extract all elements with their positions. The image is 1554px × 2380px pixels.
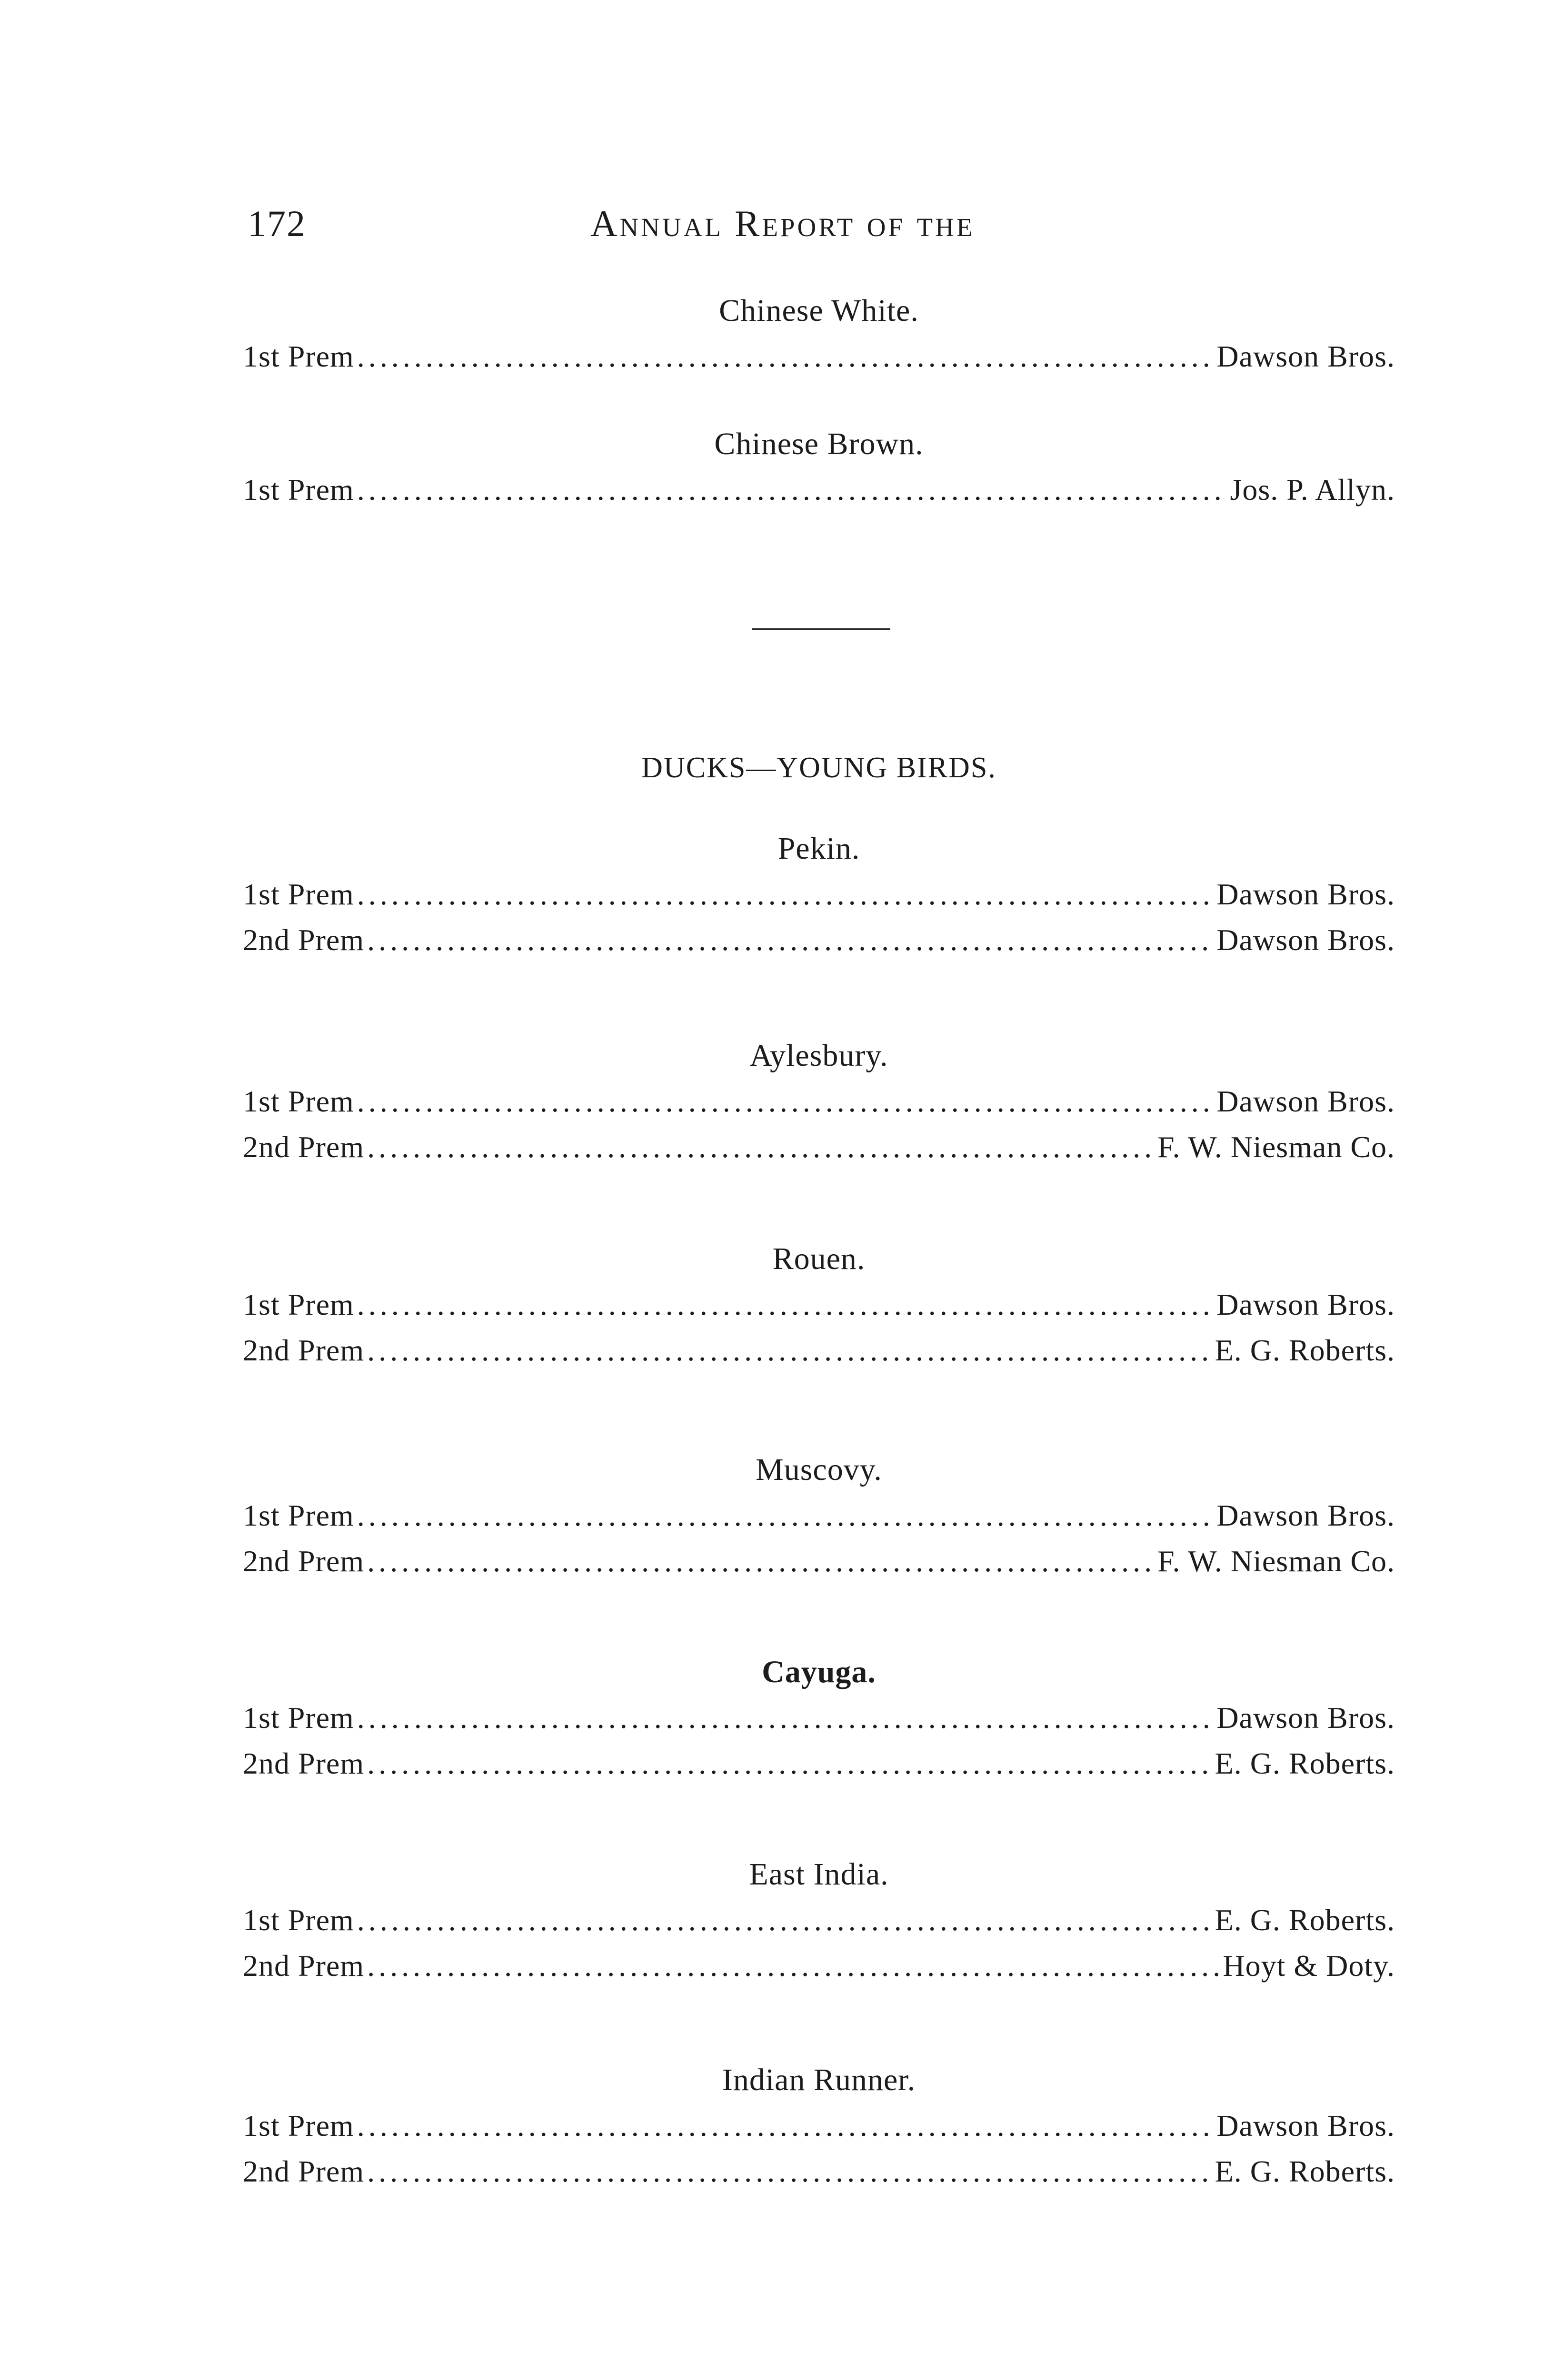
dot-leader xyxy=(367,1328,1212,1373)
dot-leader xyxy=(357,1079,1214,1124)
premium-entry xyxy=(243,1493,1395,1538)
premium-entry xyxy=(243,917,1395,963)
class-title: Chinese White. xyxy=(719,293,919,328)
winner-name: Dawson Bros. xyxy=(1216,923,1395,957)
dot-leader xyxy=(357,872,1214,917)
class-block-muscovy xyxy=(243,1447,1395,1584)
dot-leader xyxy=(367,2149,1212,2194)
place-label: 1st Prem xyxy=(243,1701,354,1735)
section-divider xyxy=(752,628,890,630)
winner-name: Dawson Bros. xyxy=(1216,2109,1395,2142)
winner-name: F. W. Niesman Co. xyxy=(1157,1544,1395,1578)
dot-leader xyxy=(367,1538,1155,1584)
class-block-aylesbury xyxy=(243,1033,1395,1170)
winner-name: Dawson Bros. xyxy=(1216,1288,1395,1321)
dot-leader xyxy=(367,1943,1220,1989)
place-label: 2nd Prem xyxy=(243,1949,365,1983)
class-title: Aylesbury. xyxy=(749,1038,888,1073)
dot-leader xyxy=(357,334,1214,379)
place-label: 2nd Prem xyxy=(243,1544,365,1578)
class-block-indian-runner xyxy=(243,2057,1395,2194)
dot-leader xyxy=(367,1741,1212,1786)
premium-entry xyxy=(243,1079,1395,1124)
winner-name: Dawson Bros. xyxy=(1216,877,1395,911)
winner-name: Dawson Bros. xyxy=(1216,1498,1395,1532)
class-block-cayuga xyxy=(243,1649,1395,1786)
place-label: 1st Prem xyxy=(243,1903,354,1937)
premium-entry xyxy=(243,1897,1395,1943)
place-label: 2nd Prem xyxy=(243,1746,365,1780)
class-title: Indian Runner. xyxy=(722,2063,916,2097)
winner-name: Jos. P. Allyn. xyxy=(1230,473,1395,506)
page-number: 172 xyxy=(248,203,306,244)
premium-entry xyxy=(243,334,1395,379)
premium-entry xyxy=(243,1282,1395,1328)
class-title: Pekin. xyxy=(777,831,860,866)
winner-name: E. G. Roberts. xyxy=(1215,2154,1395,2188)
dot-leader xyxy=(357,1282,1214,1328)
section-heading: DUCKS—YOUNG BIRDS. xyxy=(641,752,996,784)
class-block-rouen xyxy=(243,1236,1395,1373)
premium-entry xyxy=(243,872,1395,917)
dot-leader xyxy=(357,2103,1214,2149)
place-label: 1st Prem xyxy=(243,2109,354,2142)
class-block-chinese-white xyxy=(243,288,1395,379)
place-label: 2nd Prem xyxy=(243,1333,365,1367)
premium-entry xyxy=(243,2103,1395,2149)
premium-entry xyxy=(243,1741,1395,1786)
winner-name: E. G. Roberts. xyxy=(1215,1333,1395,1367)
premium-entry xyxy=(243,467,1395,513)
winner-name: E. G. Roberts. xyxy=(1215,1746,1395,1780)
class-title: Cayuga. xyxy=(762,1655,876,1689)
dot-leader xyxy=(357,1493,1214,1538)
place-label: 1st Prem xyxy=(243,473,354,506)
place-label: 2nd Prem xyxy=(243,923,365,957)
premium-entry xyxy=(243,1124,1395,1170)
place-label: 1st Prem xyxy=(243,339,354,373)
running-title: Annual Report of the xyxy=(590,203,975,244)
dot-leader xyxy=(367,917,1214,963)
premium-entry xyxy=(243,2149,1395,2194)
premium-entry xyxy=(243,1695,1395,1741)
winner-name: Dawson Bros. xyxy=(1216,339,1395,373)
place-label: 1st Prem xyxy=(243,877,354,911)
dot-leader xyxy=(357,1695,1214,1741)
place-label: 2nd Prem xyxy=(243,2154,365,2188)
class-title: East India. xyxy=(749,1857,889,1892)
class-title: Rouen. xyxy=(772,1241,866,1276)
premium-entry xyxy=(243,1943,1395,1989)
winner-name: F. W. Niesman Co. xyxy=(1157,1130,1395,1164)
class-block-pekin xyxy=(243,826,1395,963)
premium-entry xyxy=(243,1538,1395,1584)
place-label: 1st Prem xyxy=(243,1498,354,1532)
class-title: Muscovy. xyxy=(756,1452,882,1487)
premium-entry xyxy=(243,1328,1395,1373)
class-block-chinese-brown xyxy=(243,421,1395,513)
class-block-east-india xyxy=(243,1852,1395,1989)
winner-name: Dawson Bros. xyxy=(1216,1084,1395,1118)
dot-leader xyxy=(357,467,1227,513)
place-label: 2nd Prem xyxy=(243,1130,365,1164)
place-label: 1st Prem xyxy=(243,1288,354,1321)
dot-leader xyxy=(367,1124,1155,1170)
winner-name: Hoyt & Doty. xyxy=(1223,1949,1395,1983)
winner-name: E. G. Roberts. xyxy=(1215,1903,1395,1937)
class-title: Chinese Brown. xyxy=(714,426,924,461)
dot-leader xyxy=(357,1897,1212,1943)
winner-name: Dawson Bros. xyxy=(1216,1701,1395,1735)
place-label: 1st Prem xyxy=(243,1084,354,1118)
